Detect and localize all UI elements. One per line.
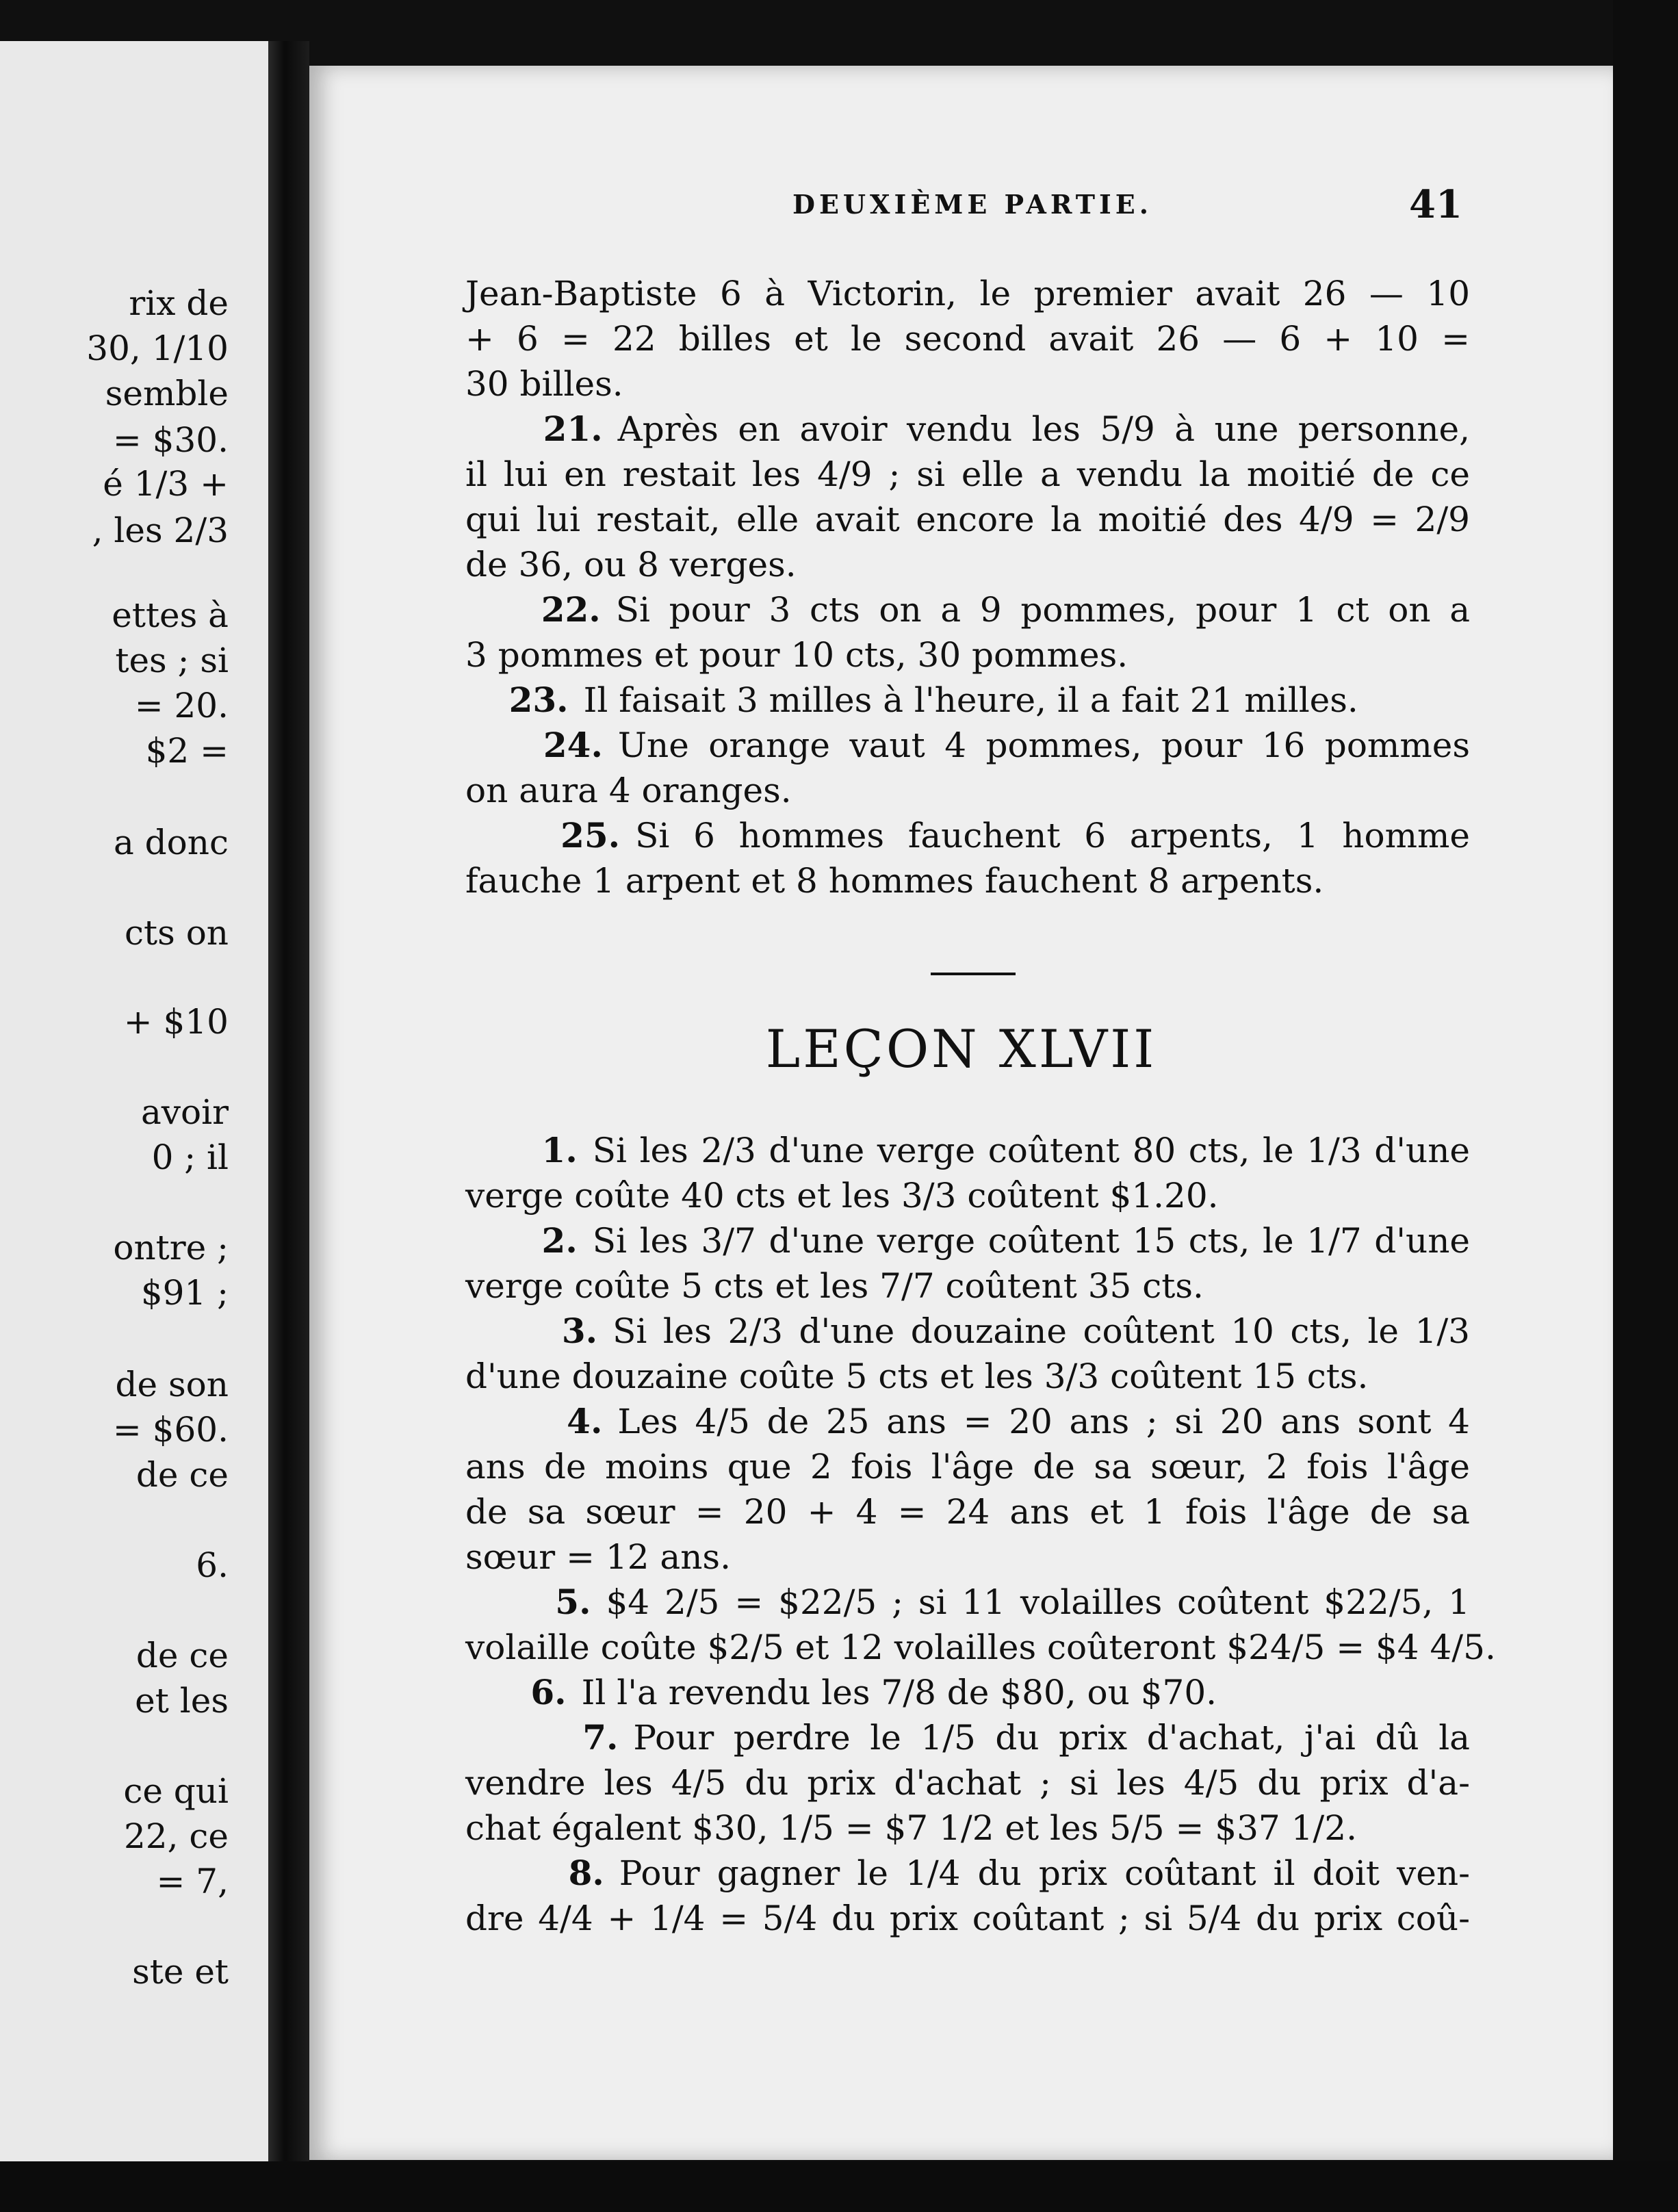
answer-text: Les 4/5 de 25 ans = 20 ans ; si 20 ans sont 4 [617, 1402, 1470, 1441]
text-line: on aura 4 oranges. [465, 771, 792, 810]
left-fragment: de son [115, 1365, 229, 1404]
answer-text: $4 2/5 = $22/5 ; si 11 volailles coûtent $22/5, 1 [606, 1582, 1470, 1622]
answer-text: Pour perdre le 1/5 du prix d'achat, j'ai dû la [633, 1718, 1470, 1758]
running-header [309, 182, 1613, 230]
lesson-answer-4 [465, 1399, 1470, 1444]
answer-number: 1. [541, 1130, 578, 1170]
left-fragment: semble [105, 374, 229, 413]
text-line: verge coûte 5 cts et les 7/7 coûtent 35 cts. [465, 1266, 1204, 1306]
text-line: 30 billes. [465, 364, 623, 404]
answer-text: Il faisait 3 milles à l'heure, il a fait 21 milles. [583, 680, 1358, 720]
left-fragment: 0 ; il [151, 1137, 229, 1177]
answer-text: Pour gagner le 1/4 du prix coûtant il doit ven- [619, 1853, 1470, 1893]
left-fragment: ontre ; [113, 1228, 229, 1268]
left-fragment: = 20. [134, 686, 229, 725]
text-line: de 36, ou 8 verges. [465, 545, 797, 584]
text-line: il lui en restait les 4/9 ; si elle a vendu la moitié de ce [465, 454, 1470, 494]
answer-21 [465, 407, 1470, 452]
left-fragment: ettes à [112, 595, 229, 635]
left-fragment: = $30. [112, 420, 229, 460]
answer-text: Si les 2/3 d'une verge coûtent 80 cts, le 1/3 d'une [592, 1131, 1470, 1170]
answer-25 [465, 813, 1470, 858]
text-line: ans de moins que 2 fois l'âge de sa sœur, 2 fois l'âge [465, 1447, 1470, 1487]
left-fragment: , les 2/3 [92, 511, 229, 550]
lesson-answer-6 [465, 1670, 1470, 1715]
answer-text: Si pour 3 cts on a 9 pommes, pour 1 ct on a [615, 590, 1470, 630]
answer-number: 3. [561, 1311, 598, 1351]
left-fragment: de ce [135, 1455, 229, 1495]
text-line: de sa sœur = 20 + 4 = 24 ans et 1 fois l'âge de sa [465, 1492, 1470, 1532]
answer-text: Si les 2/3 d'une douzaine coûtent 10 cts, le 1/3 [612, 1311, 1470, 1351]
answer-number: 5. [555, 1582, 591, 1622]
answer-number: 2. [541, 1220, 578, 1261]
answer-24 [465, 723, 1470, 768]
text-line: Jean-Baptiste 6 à Victorin, le premier avait 26 — 10 [465, 274, 1470, 313]
answer-number: 4. [567, 1401, 603, 1441]
lesson-answer-2 [465, 1218, 1470, 1263]
left-fragment: ste et [132, 1952, 229, 1992]
text-line: qui lui restait, elle avait encore la moitié des 4/9 = 2/9 [465, 500, 1470, 539]
text-line: vendre les 4/5 du prix d'achat ; si les 4/5 du prix d'a- [465, 1763, 1470, 1803]
answer-22 [465, 587, 1470, 632]
answer-text: Si les 3/7 d'une verge coûtent 15 cts, le 1/7 d'une [592, 1221, 1470, 1261]
left-fragment: de ce [135, 1636, 229, 1675]
left-fragment: tes ; si [115, 641, 229, 680]
text-line: chat égalent $30, 1/5 = $7 1/2 et les 5/5 = $37 1/2. [465, 1808, 1357, 1848]
answer-number: 21. [543, 409, 603, 449]
book-page [309, 66, 1613, 2160]
left-fragment: 22, ce [123, 1816, 229, 1856]
lesson-title: LEÇON XLVII [765, 1018, 1157, 1079]
answer-text: Il l'a revendu les 7/8 de $80, ou $70. [581, 1673, 1217, 1712]
text-line: d'une douzaine coûte 5 cts et les 3/3 coûtent 15 cts. [465, 1356, 1369, 1396]
left-fragment: $2 = [145, 731, 229, 771]
left-fragment: 30, 1/10 [86, 329, 229, 368]
left-fragment: rix de [129, 283, 229, 323]
text-line: dre 4/4 + 1/4 = 5/4 du prix coûtant ; si 5/4 du prix coû- [465, 1899, 1470, 1938]
left-facing-page [0, 41, 268, 2170]
lesson-answer-1 [465, 1128, 1470, 1173]
answer-number: 6. [530, 1672, 567, 1712]
lesson-answer-8 [465, 1851, 1470, 1896]
lesson-answer-3 [465, 1309, 1470, 1354]
scan-border [0, 2161, 1678, 2212]
book-spine [268, 41, 309, 2170]
text-line: + 6 = 22 billes et le second avait 26 — 6 + 10 = [465, 319, 1470, 359]
left-fragment: a donc [113, 823, 229, 862]
answer-23 [465, 678, 1470, 723]
left-fragment: $91 ; [140, 1273, 229, 1313]
answer-number: 8. [568, 1853, 604, 1893]
text-line: fauche 1 arpent et 8 hommes fauchent 8 arpents. [465, 861, 1324, 901]
answer-number: 23. [508, 680, 569, 720]
answer-text: Après en avoir vendu les 5/9 à une personne, [617, 409, 1471, 449]
left-fragment: et les [135, 1681, 229, 1721]
text-line: 3 pommes et pour 10 cts, 30 pommes. [465, 635, 1128, 675]
left-fragment: cts on [125, 913, 229, 953]
answer-text: Une orange vaut 4 pommes, pour 16 pommes [617, 725, 1470, 765]
left-fragment: 6. [196, 1545, 229, 1585]
lesson-answer-7 [465, 1715, 1470, 1760]
left-fragment: = $60. [112, 1410, 229, 1450]
lesson-answer-5 [465, 1580, 1470, 1625]
left-fragment: é 1/3 + [103, 464, 229, 504]
answer-text: Si 6 hommes fauchent 6 arpents, 1 homme [635, 816, 1470, 856]
answer-number: 25. [560, 815, 621, 856]
answer-number: 7. [582, 1717, 619, 1758]
answer-number: 24. [543, 725, 603, 765]
scan-border [1613, 0, 1678, 2212]
left-fragment: = 7, [156, 1862, 229, 1901]
answer-number: 22. [541, 589, 601, 630]
section-divider [931, 973, 1016, 975]
left-fragment: ce qui [123, 1771, 229, 1811]
text-line: volaille coûte $2/5 et 12 volailles coûteront $24/5 = $4 4/5. [465, 1628, 1496, 1667]
text-line: verge coûte 40 cts et les 3/3 coûtent $1.20. [465, 1176, 1219, 1216]
running-title: DEUXIÈME PARTIE. [792, 189, 1152, 220]
text-line: sœur = 12 ans. [465, 1537, 731, 1577]
page-number: 41 [1409, 182, 1462, 227]
left-fragment: + $10 [123, 1002, 229, 1042]
left-fragment: avoir [140, 1092, 229, 1132]
